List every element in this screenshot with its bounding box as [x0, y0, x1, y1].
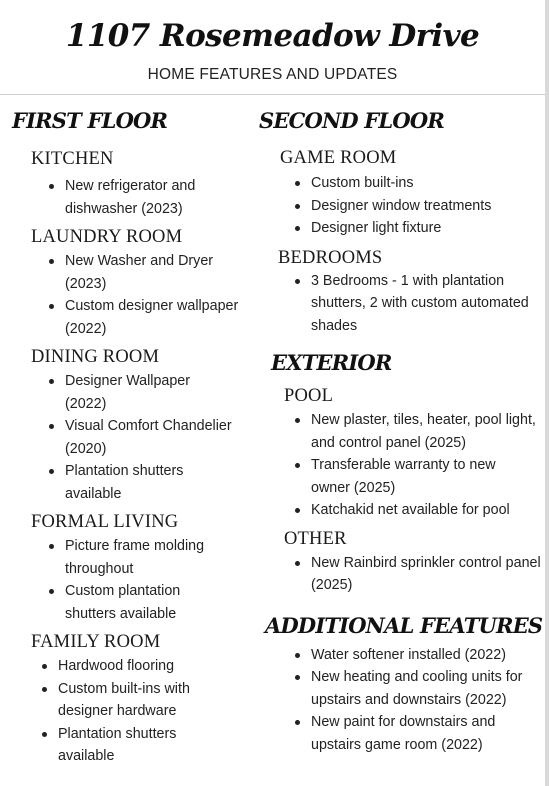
- second-floor-column: [259, 108, 545, 756]
- list-item: New paint for downstairs and upstairs game room (2022): [311, 711, 545, 756]
- game-room-list: [311, 172, 541, 240]
- page-edge: [545, 0, 549, 786]
- list-item: Custom built-ins: [311, 172, 541, 195]
- laundry-heading: LAUNDRY ROOM: [31, 227, 183, 247]
- list-item: Water softener installed (2022): [311, 644, 545, 667]
- list-item: Plantation shutters available: [65, 460, 215, 505]
- page-title: 1107 Rosemeadow Drive: [65, 18, 480, 54]
- other-heading: OTHER: [284, 528, 347, 549]
- kitchen-list: [65, 175, 255, 220]
- list-item: Custom built-ins with designer hardware: [58, 678, 228, 723]
- header: [0, 0, 545, 95]
- list-item: 3 Bedrooms - 1 with plantation shutters, 2 with custom automated shades: [311, 270, 536, 338]
- first-floor-heading: FIRST FLOOR: [12, 108, 168, 133]
- formal-living-list: [65, 535, 230, 625]
- list-item: Designer light fixture: [311, 217, 541, 240]
- page-subtitle: HOME FEATURES AND UPDATES: [147, 66, 398, 83]
- kitchen-heading: KITCHEN: [31, 149, 114, 169]
- list-item: Custom plantation shutters available: [65, 580, 230, 625]
- list-item: Visual Comfort Chandelier (2020): [65, 415, 255, 460]
- pool-heading: POOL: [284, 386, 334, 406]
- other-list: [311, 552, 541, 597]
- list-item: Designer window treatments: [311, 195, 541, 218]
- list-item: Transferable warranty to new owner (2025): [311, 454, 526, 499]
- bedrooms-list: [311, 270, 536, 338]
- family-room-list: [58, 655, 228, 768]
- list-item: New Rainbird sprinkler control panel (2025): [311, 552, 541, 597]
- list-item: Plantation shutters available: [58, 723, 198, 768]
- second-floor-heading: SECOND FLOOR: [259, 108, 445, 133]
- first-floor-column: [12, 108, 257, 768]
- exterior-heading: EXTERIOR: [271, 350, 392, 375]
- bedrooms-heading: BEDROOMS: [278, 247, 383, 268]
- list-item: Custom designer wallpaper (2022): [65, 295, 257, 340]
- list-item: Picture frame molding throughout: [65, 535, 230, 580]
- list-item: Hardwood flooring: [58, 655, 228, 678]
- list-item: Designer Wallpaper (2022): [65, 370, 215, 415]
- list-item: New refrigerator and dishwasher (2023): [65, 175, 255, 220]
- pool-list: [311, 409, 541, 522]
- list-item: Katchakid net available for pool: [311, 499, 541, 522]
- game-room-heading: GAME ROOM: [280, 148, 397, 168]
- dining-heading: DINING ROOM: [31, 347, 160, 367]
- list-item: New plaster, tiles, heater, pool light, and control panel (2025): [311, 409, 541, 454]
- additional-features-heading: ADDITIONAL FEATURES: [265, 612, 543, 638]
- list-item: New Washer and Dryer (2023): [65, 250, 257, 295]
- dining-list: [65, 370, 255, 505]
- family-room-heading: FAMILY ROOM: [31, 632, 161, 652]
- list-item: New heating and cooling units for upstairs and downstairs (2022): [311, 666, 545, 711]
- laundry-list: [65, 250, 257, 340]
- formal-living-heading: FORMAL LIVING: [31, 512, 179, 532]
- additional-features-list: [311, 644, 545, 757]
